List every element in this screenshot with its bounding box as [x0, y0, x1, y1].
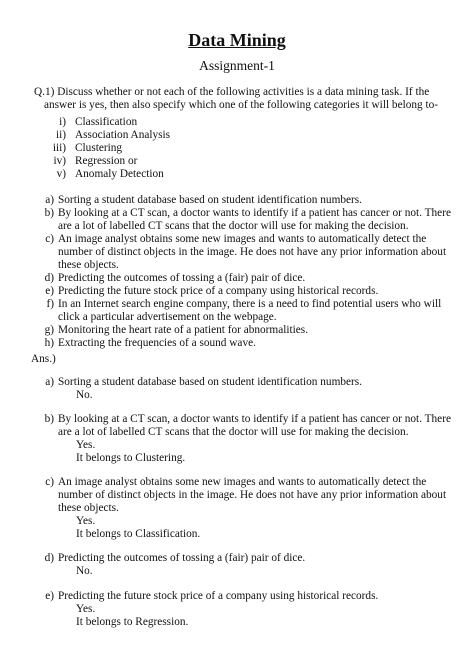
answers-heading: Ans.): [31, 353, 56, 365]
task-label: h): [44, 337, 54, 349]
task-item: [44, 298, 454, 324]
answer-item: [44, 552, 454, 578]
answer-question-text: By looking at a CT scan, a doctor wants to identify if a patient has cancer or not. There: [58, 413, 451, 425]
category-number: iv): [53, 155, 66, 167]
answer-response: No.: [76, 565, 93, 577]
task-item: [44, 233, 454, 272]
task-text: In an Internet search engine company, there is a need to find potential users who will: [58, 298, 442, 310]
answer-question-text: Predicting the future stock price of a company using historical records.: [58, 590, 379, 602]
task-label: b): [44, 207, 54, 219]
task-item: [44, 207, 454, 233]
answer-category: It belongs to Classification.: [76, 528, 201, 540]
category-number: i): [59, 116, 66, 128]
answer-question-text: An image analyst obtains some new images and wants to automatically detect the: [58, 476, 427, 488]
task-item: [44, 194, 454, 207]
task-text: Monitoring the heart rate of a patient for abnormalities.: [58, 324, 309, 336]
answer-label: c): [45, 476, 54, 488]
task-item: [44, 285, 454, 298]
task-item: [44, 324, 454, 337]
question-intro: [34, 86, 446, 112]
answer-item: [44, 376, 454, 402]
task-text: Predicting the future stock price of a company using historical records.: [58, 285, 379, 297]
answer-item: [44, 590, 454, 629]
question-line-2: answer is yes, then also specify which one of the following categories it will belong to-: [44, 99, 439, 111]
answer-response: Yes.: [76, 515, 96, 527]
answer-response: No.: [76, 389, 93, 401]
task-label: c): [45, 233, 54, 245]
answer-category: It belongs to Regression.: [76, 616, 189, 628]
task-text: Extracting the frequencies of a sound wave.: [58, 337, 256, 349]
answer-item: [44, 476, 454, 541]
answer-label: e): [45, 590, 54, 602]
answer-question-text: these objects.: [58, 502, 119, 514]
task-label: a): [45, 194, 54, 206]
answer-item: [44, 413, 454, 465]
category-label: Classification: [75, 116, 138, 128]
category-label: Association Analysis: [75, 129, 171, 141]
answer-label: d): [44, 552, 54, 564]
answer-question-text: number of distinct objects in the image. He does not have any prior information about: [58, 489, 447, 501]
answer-question-text: Sorting a student database based on student identification numbers.: [58, 376, 363, 388]
task-text: By looking at a CT scan, a doctor wants to identify if a patient has cancer or not. There: [58, 207, 451, 219]
answer-response: Yes.: [76, 439, 96, 451]
answer-label: b): [44, 413, 54, 425]
category-number: v): [56, 168, 66, 180]
category-label: Regression or: [75, 155, 138, 167]
task-text: Sorting a student database based on student identification numbers.: [58, 194, 363, 206]
category-label: Clustering: [75, 142, 123, 154]
task-text: click a particular advertisement on the webpage.: [58, 311, 277, 323]
task-text: these objects.: [58, 259, 119, 271]
task-label: g): [44, 324, 54, 336]
answer-question-text: Predicting the outcomes of tossing a (fair) pair of dice.: [58, 552, 306, 564]
answer-label: a): [45, 376, 54, 388]
task-item: [44, 272, 454, 285]
question-line-1: Q.1) Discuss whether or not each of the following activities is a data mining task. If the: [34, 86, 430, 98]
task-text: number of distinct objects in the image. He does not have any prior information about: [58, 246, 447, 258]
task-item: [44, 337, 454, 350]
category-label: Anomaly Detection: [75, 168, 164, 180]
task-label: d): [44, 272, 54, 284]
task-text: An image analyst obtains some new images and wants to automatically detect the: [58, 233, 427, 245]
task-label: f): [46, 298, 54, 310]
category-number: iii): [52, 142, 66, 154]
task-text: are a lot of labelled CT scans that the doctor will use for making the decision.: [58, 220, 409, 232]
answer-question-text: are a lot of labelled CT scans that the doctor will use for making the decision.: [58, 426, 409, 438]
answer-response: Yes.: [76, 603, 96, 615]
document-subtitle: Assignment-1: [199, 58, 275, 73]
category-number: ii): [55, 129, 66, 141]
document-title: Data Mining: [188, 30, 286, 50]
task-text: Predicting the outcomes of tossing a (fair) pair of dice.: [58, 272, 306, 284]
answer-category: It belongs to Clustering.: [76, 452, 186, 464]
task-label: e): [45, 285, 54, 297]
